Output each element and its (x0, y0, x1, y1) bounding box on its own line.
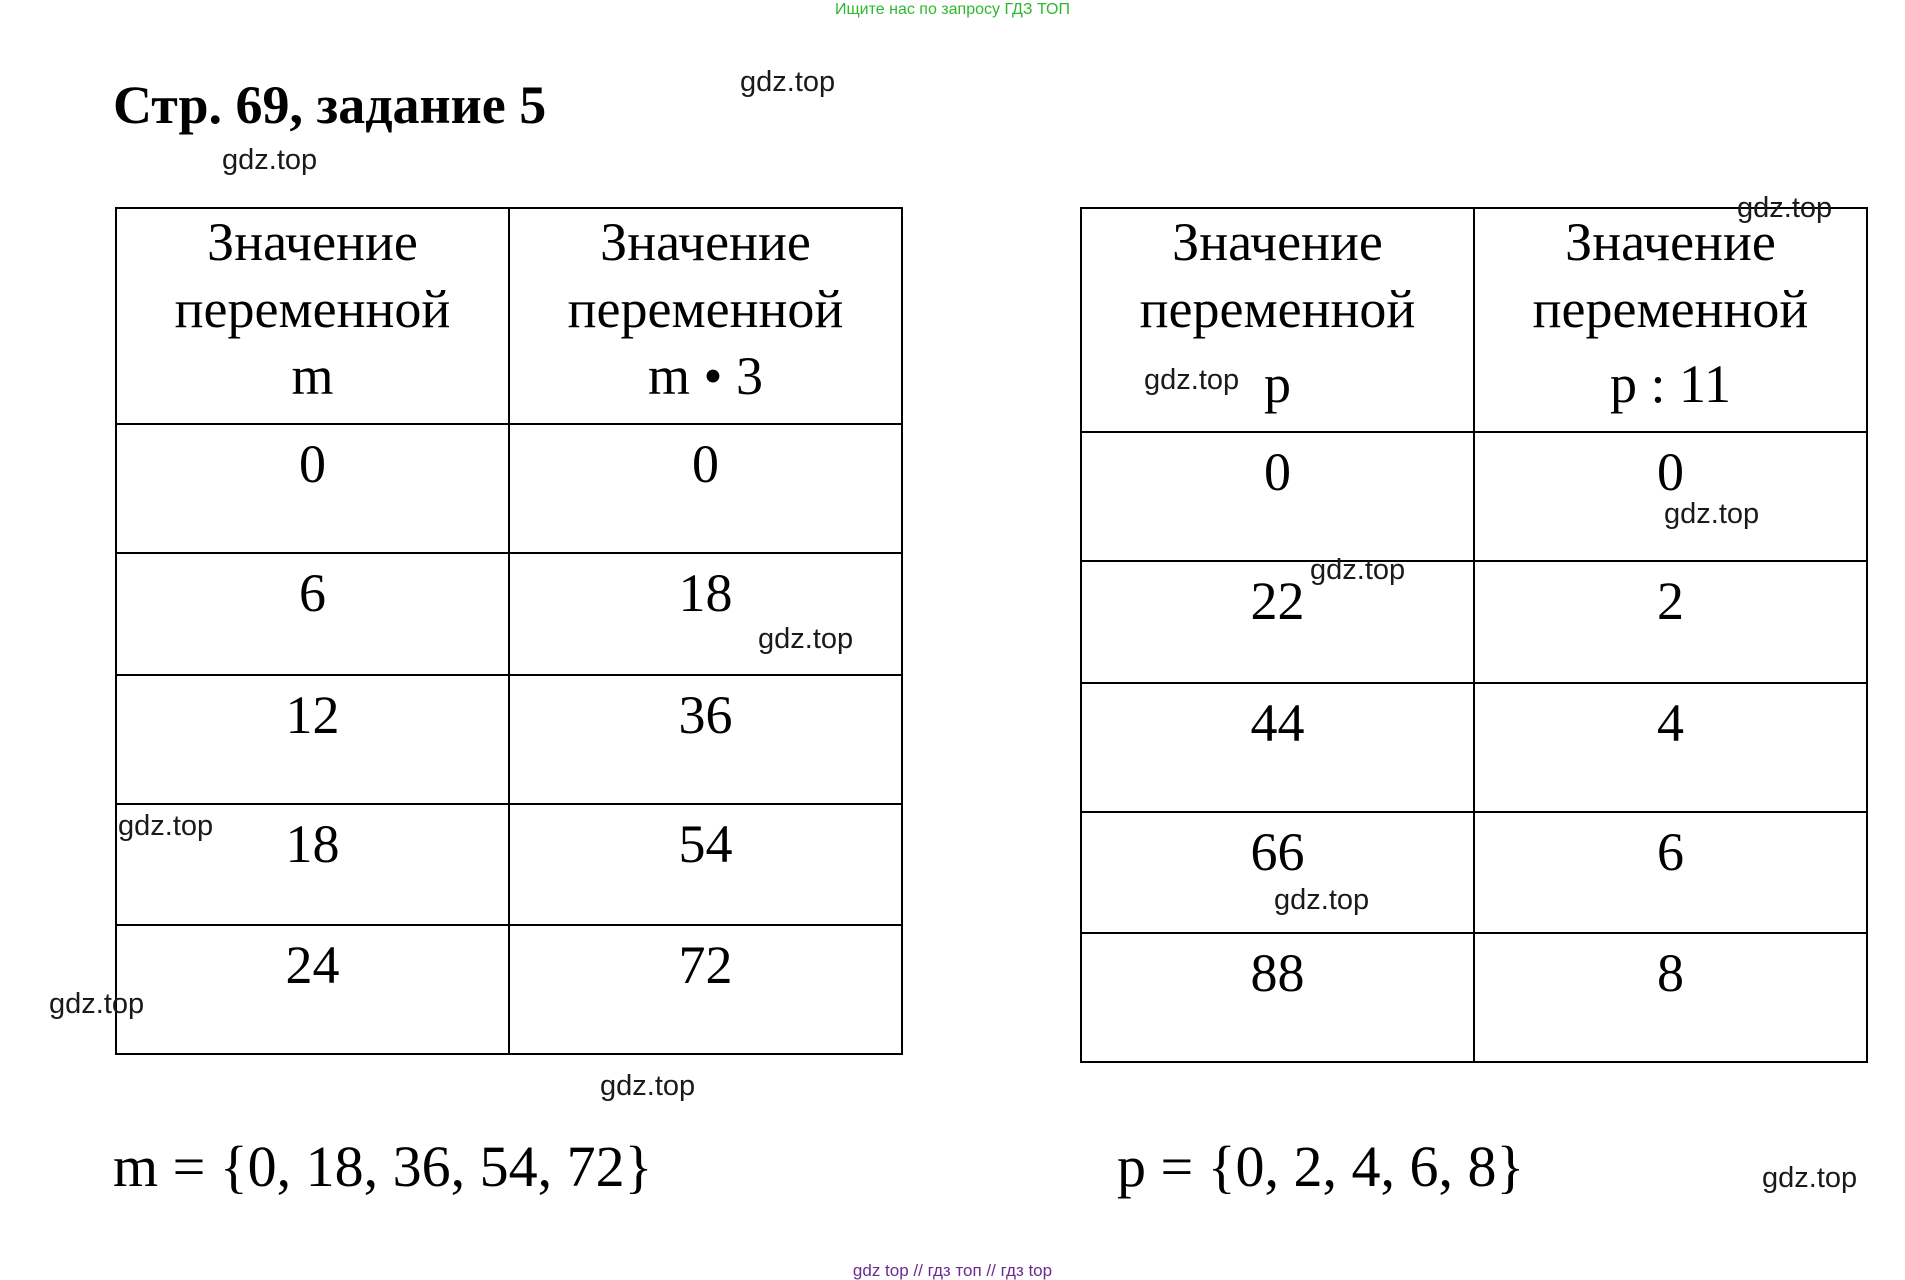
header-line: m (291, 346, 334, 406)
table-cell: 88 (1081, 933, 1474, 1062)
watermark: gdz.top (1310, 554, 1406, 586)
table-row (116, 925, 902, 1054)
watermark: gdz.top (600, 1070, 696, 1102)
watermark: gdz.top (758, 623, 854, 655)
watermark: gdz.top (1762, 1162, 1858, 1194)
watermark: gdz.top (118, 810, 214, 842)
table-cell: 12 (116, 675, 509, 804)
header-line: Значение (207, 212, 418, 272)
table-cell: 6 (116, 553, 509, 675)
header-line: переменной (1139, 279, 1416, 339)
table-header-row (116, 208, 902, 424)
table-cell: 18 (116, 804, 509, 925)
watermark: gdz.top (1144, 364, 1240, 396)
header-line: p (1264, 354, 1291, 414)
set-m: m = {0, 18, 36, 54, 72} (113, 1134, 653, 1199)
watermark: gdz.top (222, 144, 318, 176)
table-row (1081, 683, 1867, 812)
table-cell: 54 (509, 804, 902, 925)
header-line: m • 3 (648, 346, 763, 406)
header-cell-m3 (509, 208, 902, 424)
table-cell: 0 (116, 424, 509, 553)
table-header-row (1081, 208, 1867, 432)
header-line: переменной (174, 279, 451, 339)
watermark: gdz.top (740, 66, 836, 98)
table-cell: 24 (116, 925, 509, 1054)
table-row (1081, 561, 1867, 683)
header-cell-p11 (1474, 208, 1867, 432)
table-cell: 0 (509, 424, 902, 553)
table-cell: 18 (509, 553, 902, 675)
set-p: p = {0, 2, 4, 6, 8} (1117, 1134, 1525, 1199)
table-cell: 6 (1474, 812, 1867, 933)
header-line: p : 11 (1610, 354, 1731, 414)
header-line: переменной (567, 279, 844, 339)
watermark: gdz.top (1274, 884, 1370, 916)
table-row (1081, 812, 1867, 933)
table-cell: 2 (1474, 561, 1867, 683)
table-row (1081, 933, 1867, 1062)
table-row (116, 675, 902, 804)
table-cell: 4 (1474, 683, 1867, 812)
watermark: gdz.top (49, 988, 145, 1020)
page-title: Стр. 69, задание 5 (113, 75, 547, 135)
header-line: Значение (1565, 212, 1776, 272)
header-search-link[interactable]: Ищите нас по запросу ГДЗ ТОП (835, 1, 1070, 18)
table-cell: 0 (1474, 432, 1867, 561)
table-row (116, 553, 902, 675)
table-row (116, 804, 902, 925)
table-p (1080, 207, 1868, 1063)
table-cell: 22 (1081, 561, 1474, 683)
table-cell: 66 (1081, 812, 1474, 933)
header-line: Значение (1172, 212, 1383, 272)
header-line: переменной (1532, 279, 1809, 339)
table-row (1081, 432, 1867, 561)
footer-links[interactable]: gdz top // гдз топ // гдз top (852, 1261, 1053, 1280)
table-cell: 0 (1081, 432, 1474, 561)
header-cell-m (116, 208, 509, 424)
header-cell-p (1081, 208, 1474, 432)
watermark: gdz.top (1737, 192, 1833, 224)
watermark: gdz.top (1664, 498, 1760, 530)
header-line: Значение (600, 212, 811, 272)
table-row (116, 424, 902, 553)
table-cell: 72 (509, 925, 902, 1054)
table-cell: 8 (1474, 933, 1867, 1062)
table-cell: 44 (1081, 683, 1474, 812)
table-cell: 36 (509, 675, 902, 804)
